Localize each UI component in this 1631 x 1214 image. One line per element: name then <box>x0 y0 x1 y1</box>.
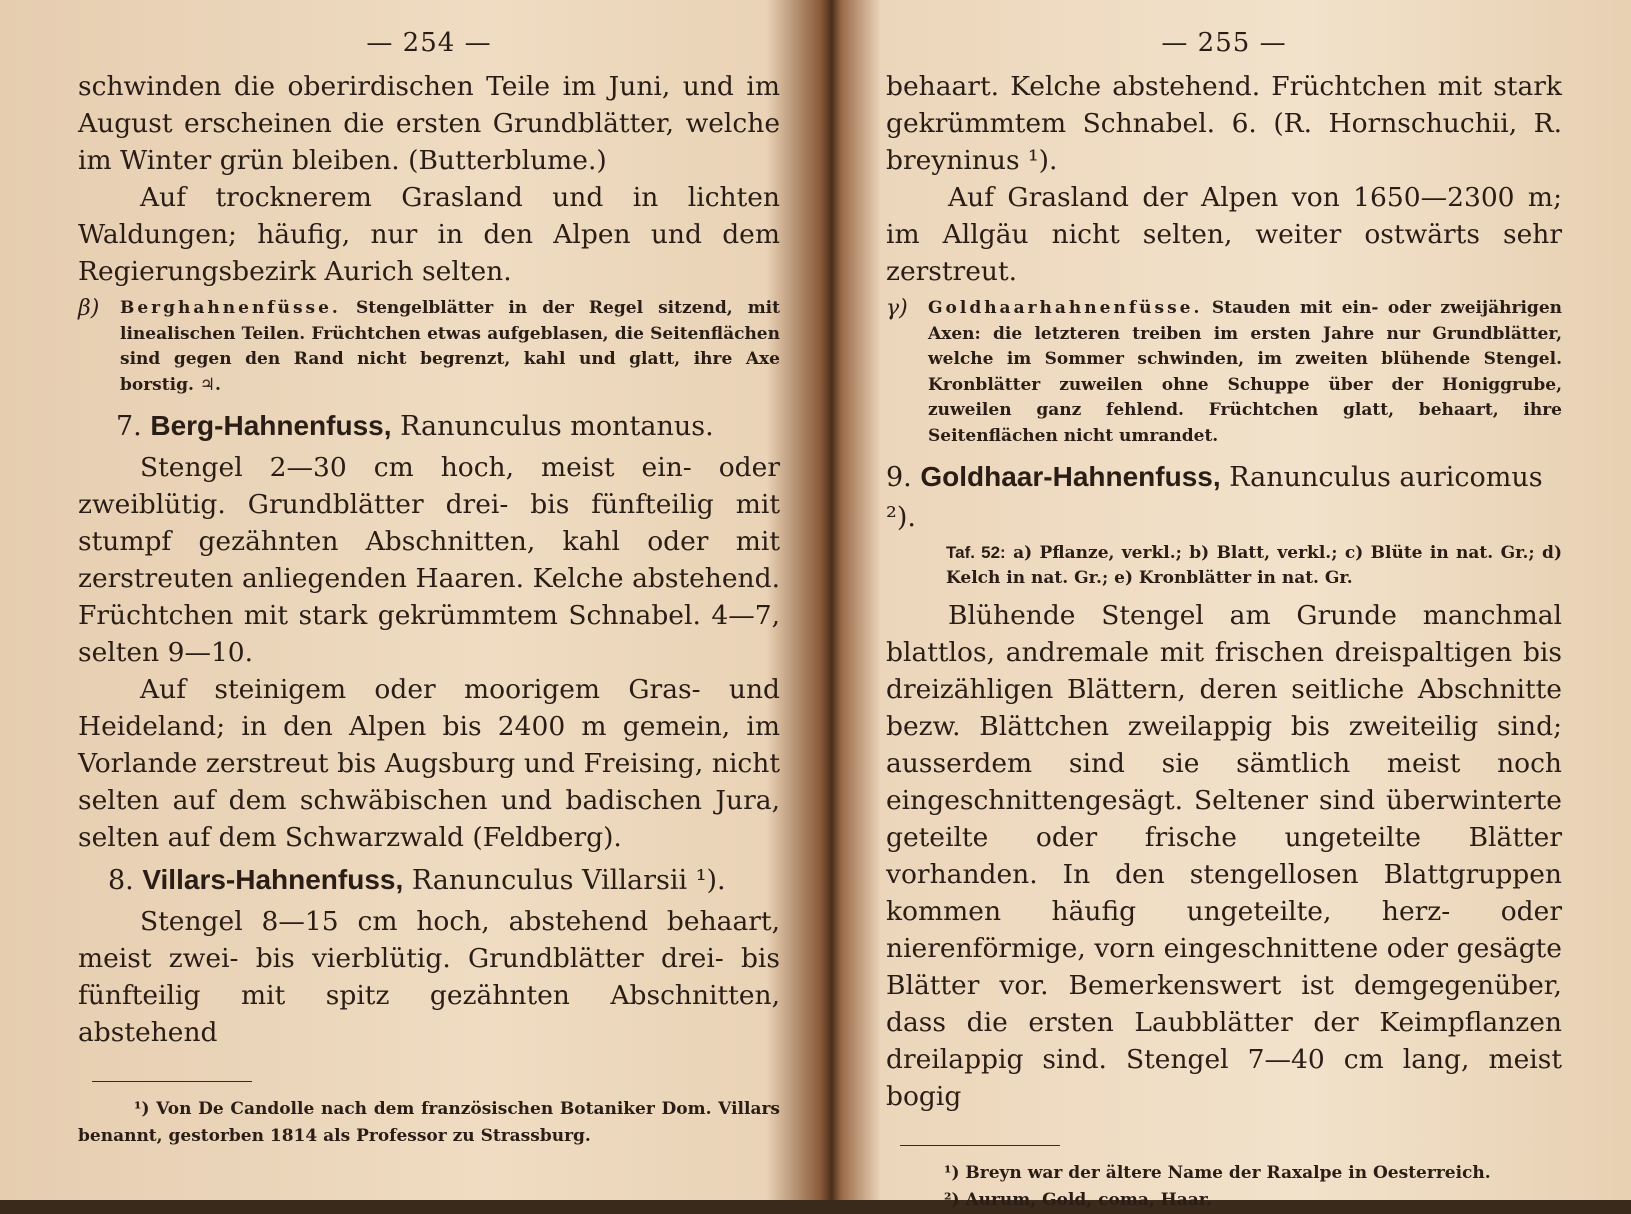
species-number: 9. <box>886 462 912 493</box>
species-latin: Ranunculus montanus. <box>400 411 714 442</box>
species-number: 7. <box>116 411 142 442</box>
subgroup-note <box>886 296 1562 449</box>
species-heading <box>78 860 780 901</box>
footnote: ¹) Von De Candolle nach dem französischen Botaniker Dom. Villars benannt, gestorben 1814 als Professor zu Strassburg. <box>78 1099 780 1146</box>
page-number: — 254 — <box>366 28 492 58</box>
footnote: ²) Aurum, Gold, coma, Haar. <box>944 1190 1213 1210</box>
species-latin: Ranunculus Villarsii ¹). <box>411 865 726 896</box>
plate-label: Taf. 52: <box>946 543 1006 562</box>
subgroup-note <box>78 296 780 398</box>
subgroup-title: Goldhaarhahnenfüsse. <box>928 298 1203 318</box>
subgroup-marker: β) <box>78 296 100 321</box>
footnote-rule <box>92 1081 252 1082</box>
species-name: Villars-Hahnenfuss, <box>142 864 404 895</box>
paragraph: Auf trocknerem Grasland und in lichten Waldungen; häufig, nur in den Alpen und dem Regierungsbezirk Aurich selten. <box>78 182 780 287</box>
page-number: — 255 — <box>1161 28 1287 58</box>
species-number: 8. <box>108 865 134 896</box>
subgroup-marker: γ) <box>886 296 908 321</box>
subgroup-text: Stengelblätter in der Regel sitzend, mit linealischen Teilen. Früchtchen etwas aufgeblasen, die Seitenflächen sind gegen den Rand nicht begrenzt, kahl und glatt, ihre Axe borstig. ♃. <box>120 298 780 395</box>
species-name: Berg-Hahnenfuss, <box>150 410 392 441</box>
species-heading <box>78 406 780 447</box>
species-heading <box>886 457 1562 538</box>
footnote-rule <box>900 1145 1060 1146</box>
paragraph: Blühende Stengel am Grunde manchmal blattlos, andremale mit frischen dreispaltigen bis dreizähligen Blättern, deren seitliche Abschnitte bezw. Blättchen zweilappig bis zweiteilig sind; ausserdem sind sie sämtlich meist noch eingeschnittengesägt. Seltener sind überwinterte geteilte oder frische ungeteilte Blätter vorhanden. In den stengellosen Blattgruppen kommen häufig ungeteilte, herz- oder nierenförmige, vorn eingeschnittene oder gesägte Blätter vor. Bemerkenswert ist demgegenüber, dass die ersten Laubblätter der Keimpflanzen dreilappig sind. Stengel 7—40 cm lang, meist bogig <box>886 600 1562 1112</box>
left-page <box>78 0 780 1200</box>
subgroup-title: Berghahnenfüsse. <box>120 298 341 318</box>
right-page <box>886 0 1562 1210</box>
paragraph: Stengel 8—15 cm hoch, abstehend behaart, meist zwei- bis vierblütig. Grundblätter drei- bis fünfteilig mit spitz gezähnten Abschnitten, abstehend <box>78 906 780 1048</box>
plate-reference <box>886 540 1562 591</box>
paragraph: behaart. Kelche abstehend. Früchtchen mit stark gekrümmtem Schnabel. 6. (R. Hornschuchii, R. breyninus ¹). <box>886 71 1562 176</box>
subgroup-text: Stauden mit ein- oder zweijährigen Axen: die letzteren treiben im ersten Jahre nur Grundblätter, welche im Sommer schwinden, im zweiten blühende Stengel. Kronblätter zuweilen ohne Schuppe über der Honiggrube, zuweilen ganz fehlend. Früchtchen glatt, behaart, ihre Seitenflächen nicht umrandet. <box>928 298 1562 446</box>
paragraph: Auf Grasland der Alpen von 1650—2300 m; im Allgäu nicht selten, weiter ostwärts sehr zerstreut. <box>886 182 1562 287</box>
paragraph: schwinden die oberirdischen Teile im Juni, und im August erscheinen die ersten Grundblätter, welche im Winter grün bleiben. (Butterblume.) <box>78 71 780 176</box>
paragraph: Stengel 2—30 cm hoch, meist ein- oder zweiblütig. Grundblätter drei- bis fünfteilig mit stumpf gezähnten Abschnitten, kahl oder mit zerstreuten anliegenden Haaren. Kelche abstehend. Früchtchen mit stark gekrümmtem Schnabel. 4—7, selten 9—10. <box>78 452 780 668</box>
species-latin: Ranunculus auricomus ²). <box>886 462 1543 533</box>
paragraph: Auf steinigem oder moorigem Gras- und Heideland; in den Alpen bis 2400 m gemein, im Vorlande zerstreut bis Augsburg und Freising, nicht selten auf dem schwäbischen und badischen Jura, selten auf dem Schwarzwald (Feldberg). <box>78 674 780 853</box>
species-name: Goldhaar-Hahnenfuss, <box>920 461 1221 492</box>
plate-text: a) Pflanze, verkl.; b) Blatt, verkl.; c) Blüte in nat. Gr.; d) Kelch in nat. Gr.; e) Kronblätter in nat. Gr. <box>946 543 1562 588</box>
footnote: ¹) Breyn war der ältere Name der Raxalpe in Oesterreich. <box>944 1163 1491 1183</box>
